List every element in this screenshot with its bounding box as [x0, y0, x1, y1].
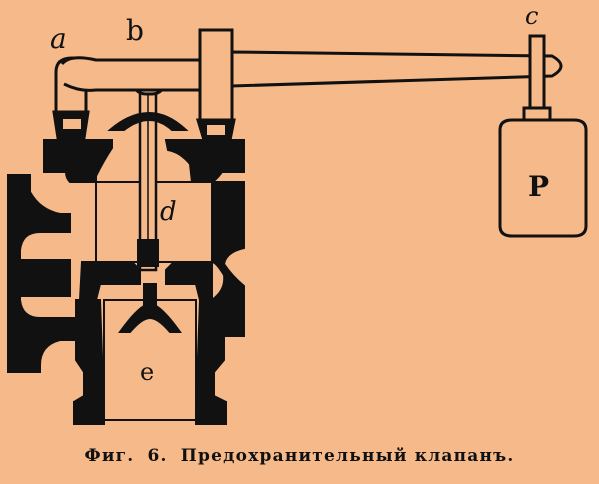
guide-post — [198, 30, 234, 140]
label-P: P — [528, 170, 550, 203]
label-b: b — [126, 14, 144, 47]
label-c: c — [525, 2, 539, 30]
valve-disc — [120, 284, 180, 332]
caption-prefix: Фиг. — [84, 446, 135, 466]
lever-arm — [62, 52, 561, 90]
label-a: a — [50, 22, 67, 55]
figure-caption — [0, 446, 599, 466]
caption-title: Предохранительный клапанъ. — [180, 446, 515, 466]
label-d: d — [160, 197, 177, 227]
label-e: e — [140, 358, 155, 386]
label-R: R — [26, 265, 46, 295]
weight-hanger — [524, 36, 550, 122]
caption-number: 6. — [147, 446, 168, 466]
